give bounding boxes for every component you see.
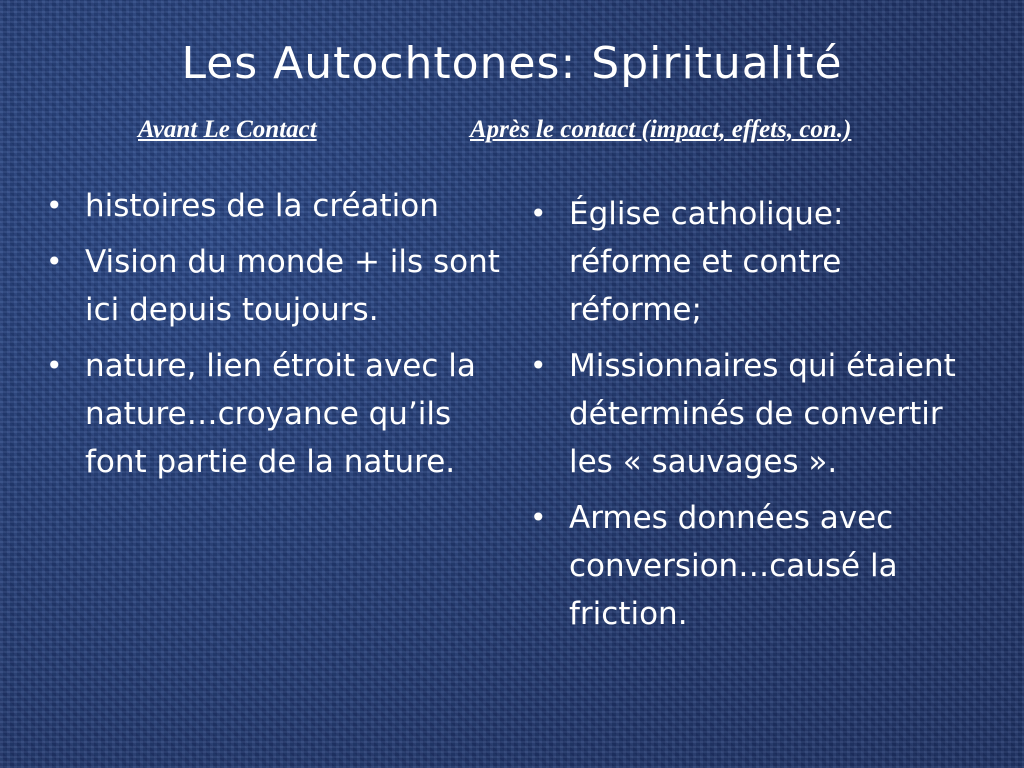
bullet-icon: • [46,349,63,382]
list-item [528,190,958,334]
left-column-header: Avant Le Contact [138,116,317,143]
bullet-text: Église catholique: réforme et contre réforme; [569,196,844,328]
bullet-text: Missionnaires qui étaient déterminés de convertir les « sauvages ». [569,348,956,480]
bullet-icon: • [530,197,547,230]
bullet-icon: • [46,245,63,278]
slide-title: Les Autochtones: Spiritualité [181,38,843,89]
bullet-text: nature, lien étroit avec la nature…croyance qu’ils font partie de la nature. [85,348,476,480]
list-item [528,342,958,486]
right-bullet-list [528,190,958,646]
left-bullet-list [44,182,500,494]
bullet-text: Armes données avec conversion…causé la friction. [569,500,898,632]
bullet-text: histoires de la création [85,188,439,224]
list-item [528,494,958,638]
bullet-icon: • [46,189,63,222]
list-item [44,182,500,230]
list-item [44,342,500,486]
list-item [44,238,500,334]
right-column-header: Après le contact (impact, effets, con.) [470,116,852,143]
bullet-icon: • [530,349,547,382]
bullet-icon: • [530,501,547,534]
bullet-text: Vision du monde + ils sont ici depuis toujours. [85,244,500,328]
